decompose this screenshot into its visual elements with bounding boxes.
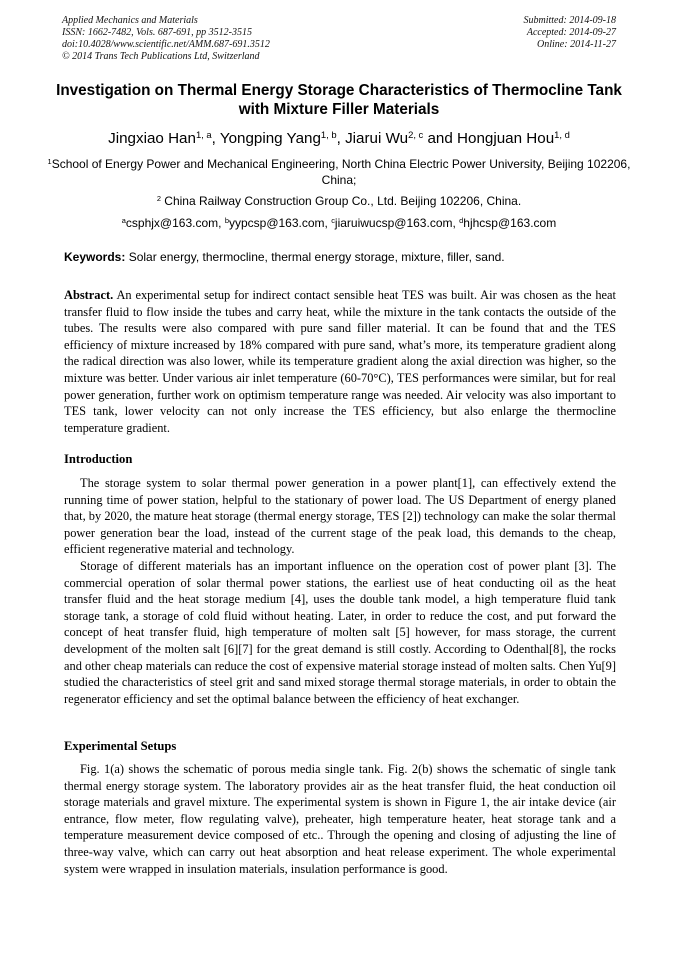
email-address[interactable]: csphjx@163.com bbox=[125, 216, 219, 230]
paragraph: The storage system to solar thermal power generation in a power plant[1], can effectively extend the running time of power station, helpful to the stationary of power load. The US Department of energy planed that, by 2020, the mature heat storage (thermal energy storage, TES [2]) technology can make the solar thermal power generation bear the load, instead of the current stage of the peak load, this demands to the cheap, efficient regenerative material and technology. bbox=[64, 476, 616, 557]
keywords-text: Solar energy, thermocline, thermal energy storage, mixture, filler, sand. bbox=[125, 250, 505, 264]
journal-header-right bbox=[524, 15, 617, 51]
affiliation-text: China Railway Construction Group Co., Ltd. Beijing 102206, China. bbox=[160, 194, 522, 208]
experimental-setups-body bbox=[64, 761, 616, 877]
section-heading-experimental-setups: Experimental Setups bbox=[64, 739, 177, 753]
journal-header-left bbox=[62, 15, 270, 63]
email-address[interactable]: jiaruiwucsp@163.com bbox=[334, 216, 453, 230]
journal-name: Applied Mechanics and Materials bbox=[62, 15, 198, 26]
keywords-label: Keywords: bbox=[64, 250, 126, 264]
affiliation-mark: 1 bbox=[47, 156, 52, 166]
submitted-date: Submitted: 2014-09-18 bbox=[523, 15, 616, 26]
author-separator: , bbox=[211, 130, 220, 147]
author-affiliation-mark: 1, d bbox=[554, 128, 570, 140]
author-affiliation-mark: 1, a bbox=[195, 128, 212, 140]
email-mark: c bbox=[331, 215, 335, 225]
affiliation-mark: 2 bbox=[156, 193, 161, 203]
author-name: Jiarui Wu bbox=[345, 130, 409, 147]
author-affiliation-mark: 2, c bbox=[408, 128, 424, 140]
online-date: Online: 2014-11-27 bbox=[537, 39, 616, 50]
copyright-line: © 2014 Trans Tech Publications Ltd, Switzerland bbox=[62, 51, 260, 62]
email-address[interactable]: yypcsp@163.com bbox=[228, 216, 325, 230]
author-name: Yongping Yang bbox=[219, 130, 321, 147]
email-address[interactable]: hjhcsp@163.com bbox=[463, 216, 557, 230]
paragraph: Storage of different materials has an important influence on the operation cost of power plant [3]. The commercial operation of solar thermal power stations, the earliest use of heat conducting oil as the heat transfer fluid and the heat storage medium [4], uses the double tank model, a high temperature fluid tank storage tank, a storage of cold fluid without heating. Later, in order to reduce the cost, and put forward the concept of heat transfer fluid, high temperature of molten salt [5] however, for mass storage, the current development of the molten salt [6][7] for the great demand is still costly. According to Odenthal[8], the rocks and other cheap materials can reduce the cost of expensive material storage instead of molten salts. Chen Yu[9] studied the characteristics of steel grit and sand mixed storage thermal storage materials, in order to obtain the regenerator efficiency and set the optimal balance between the efficiency of heat exchanger. bbox=[64, 558, 616, 706]
email-list: $^a$csphjx@163.com, $^b$yypcsp@163.com, $^c$jiaruiwucsp@163.com, $^d$hjhcsp@163.com bbox=[121, 215, 557, 230]
email-mark: b bbox=[224, 215, 229, 225]
author-separator: , bbox=[336, 130, 346, 147]
affiliation-text: School of Energy Power and Mechanical Engineering, North China Electric Power University, Beijing 102206, China; bbox=[51, 157, 631, 187]
author-name: Hongjuan Hou bbox=[457, 130, 555, 147]
paper-title: Investigation on Thermal Energy Storage Characteristics of Thermocline Tank with Mixture Filler Materials bbox=[56, 82, 622, 118]
keywords bbox=[64, 249, 616, 265]
introduction-body bbox=[64, 475, 616, 707]
email-mark: d bbox=[459, 215, 464, 225]
accepted-date: Accepted: 2014-09-27 bbox=[526, 27, 616, 38]
section-heading-introduction: Introduction bbox=[64, 452, 133, 466]
issn-line: ISSN: 1662-7482, Vols. 687-691, pp 3512-3515 bbox=[62, 27, 252, 38]
affiliation-2 bbox=[40, 193, 638, 209]
author-name: Jingxiao Han bbox=[108, 130, 196, 147]
author-list bbox=[40, 129, 638, 149]
abstract-text: An experimental setup for indirect contact sensible heat TES was built. Air was chosen as the heat transfer fluid to flow inside the tubes and carry heat, while the mixture in the tank contacts the outside of the tubes. The results were also compared with pure sand filler material. It can be found that and the TES efficiency of mixture increased by 18% compared with pure sand, what’s more, its temperature gradient along the radical direction was also lower, while its temperature gradient along the axial direction was higher, so the mixture was better. Under various air inlet temperature (60-70°C), TES performances were similar, but for real power generation, further work on optimism temperature range was needed. Air velocity was also important to TES tank, lower velocity can not only increase the TES efficiency, but also enlarge the thermocline temperature gradient. bbox=[64, 288, 616, 435]
affiliation-1 bbox=[40, 156, 638, 188]
author-affiliation-mark: 1, b bbox=[320, 128, 337, 140]
paragraph: Fig. 1(a) shows the schematic of porous media single tank. Fig. 2(b) shows the schematic of single tank thermal energy storage system. The laboratory provides air as the heat transfer fluid, the heat conduction oil storage materials and gravel mixture. The experimental system is shown in Figure 1, the air intake device (air entrance, flow meter, flow regulating valve), preheater, high temperature heater, heat storage tank and a temperature measurement device composed of etc.. Through the opening and closing of adjusting the line of three-way valve, which can carry out heat absorption and heat release experiment. The whole experimental system were wrapped in insulation materials, insulation performance is good. bbox=[64, 762, 616, 876]
abstract bbox=[64, 287, 616, 436]
doi-line: doi:10.4028/www.scientific.net/AMM.687-691.3512 bbox=[62, 39, 270, 50]
abstract-label: Abstract. bbox=[64, 288, 114, 302]
email-mark: a bbox=[121, 215, 126, 225]
author-separator: and bbox=[423, 130, 458, 147]
